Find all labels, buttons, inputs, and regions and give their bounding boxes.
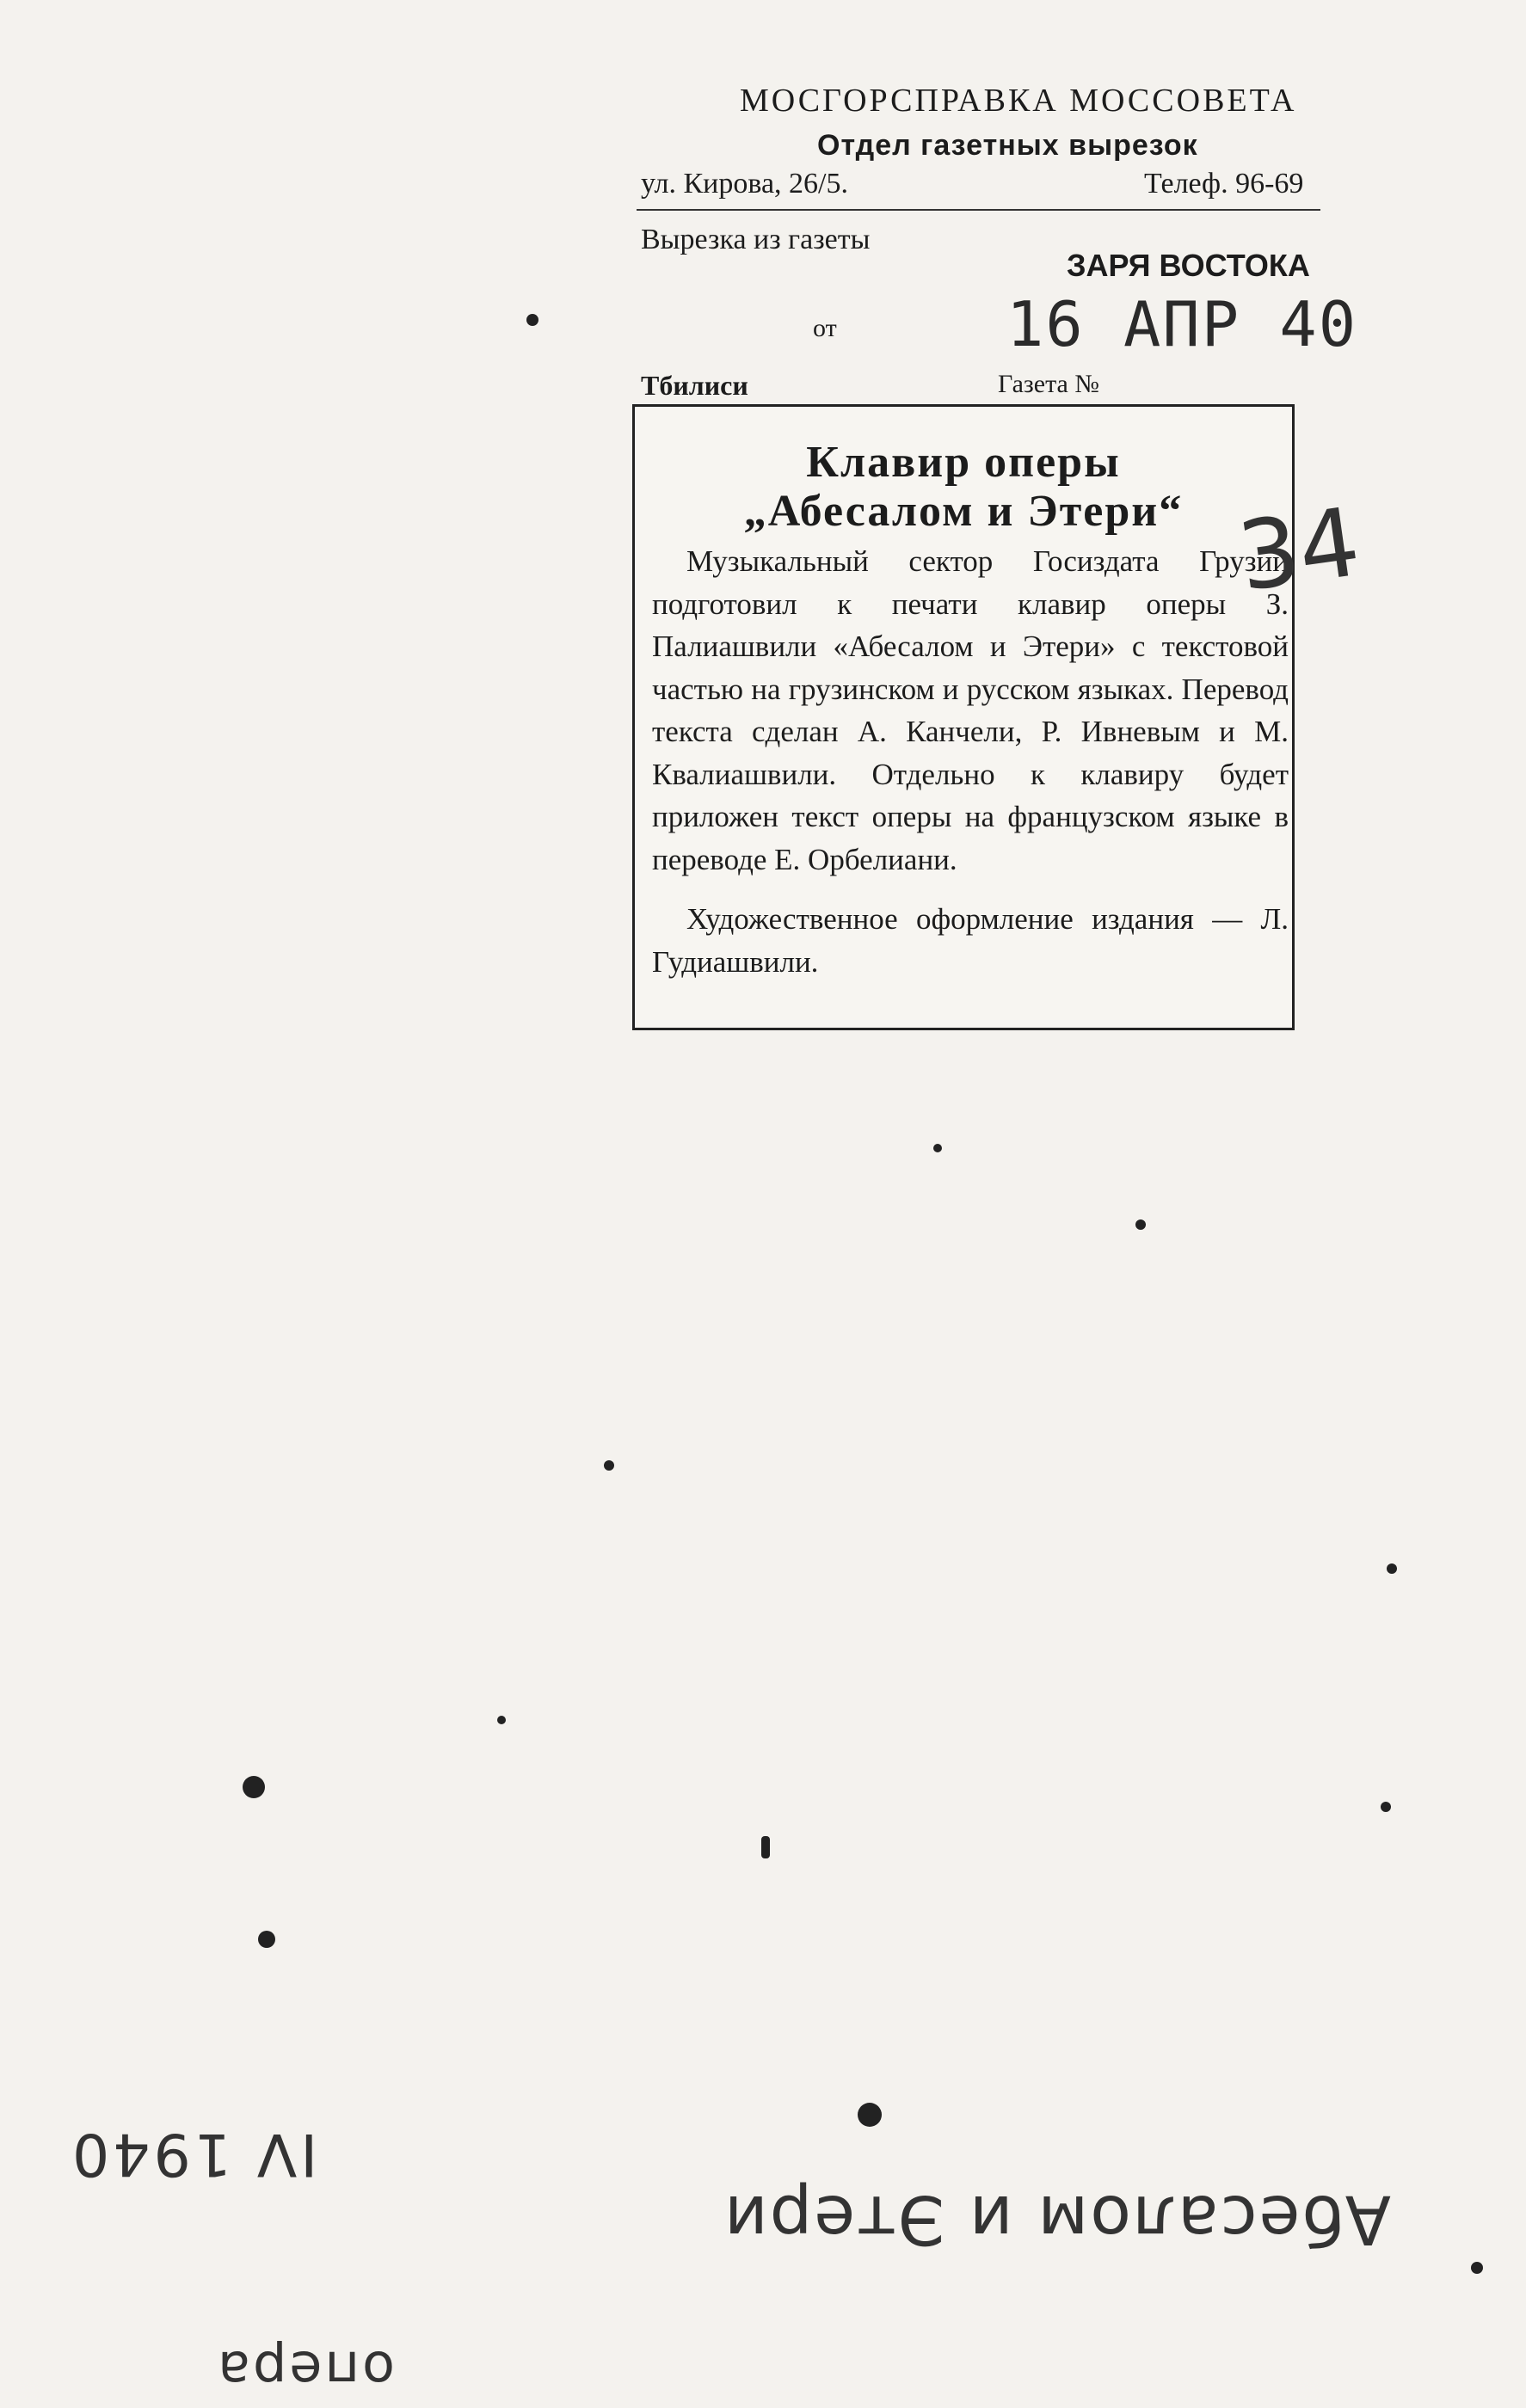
date-stamp: 16 АПР 40	[1006, 288, 1358, 360]
paper-speck	[1135, 1219, 1146, 1230]
bureau-phone: Телеф. 96-69	[1144, 168, 1304, 200]
paper-speck	[604, 1460, 614, 1471]
paper-speck	[258, 1931, 275, 1948]
paper-speck	[933, 1144, 942, 1152]
clipping-paragraph: Художественное оформление издания — Л. Гудиашвили.	[652, 902, 1289, 979]
paper-speck	[1381, 1802, 1391, 1812]
issue-number-label: Газета №	[998, 370, 1099, 398]
handwritten-page-number: 34	[1231, 486, 1367, 613]
paper-speck	[1471, 2262, 1483, 2274]
city-label: Тбилиси	[641, 370, 748, 401]
paper-speck	[526, 314, 538, 326]
clipping-paragraph: Музыкальный сектор Госиздата Грузии подготовил к печати клавир оперы З. Палиашвили «Абесалом и Этери» с текстовой частью на грузинском и русском языках. Перевод текста сделан А. Канчели, Р. Ивневым и М. Квалиашвили. Отдельно к клавиру будет приложен текст оперы на французском языке в переводе Е. Орбелиани.	[652, 544, 1289, 876]
date-from-label: от	[813, 314, 837, 342]
handwritten-note-center: Абесалом и Этери	[723, 2180, 1391, 2258]
paper-speck	[1387, 1563, 1397, 1574]
bureau-address: ул. Кирова, 26/5.	[641, 168, 848, 200]
paper-speck	[761, 1836, 770, 1858]
department-name: Отдел газетных вырезок	[817, 129, 1198, 162]
bureau-name: МОСГОРСПРАВКА МОССОВЕТА	[740, 83, 1297, 119]
clipping-source-label: Вырезка из газеты	[641, 224, 871, 255]
newspaper-name: ЗАРЯ ВОСТОКА	[1067, 248, 1310, 283]
clipping-title-line1: Клавир оперы	[806, 438, 1121, 487]
clipping-title-line2: „Абесалом и Этери“	[743, 487, 1184, 536]
header-divider	[637, 209, 1320, 211]
paper-speck	[243, 1776, 265, 1798]
clipping-body	[652, 540, 1289, 983]
handwritten-note-bottom: опера	[215, 2339, 395, 2402]
paper-speck	[497, 1716, 506, 1724]
newspaper-clipping	[632, 404, 1295, 1030]
handwritten-note-left: IV 1940	[69, 2120, 318, 2188]
paper-speck	[858, 2103, 882, 2127]
